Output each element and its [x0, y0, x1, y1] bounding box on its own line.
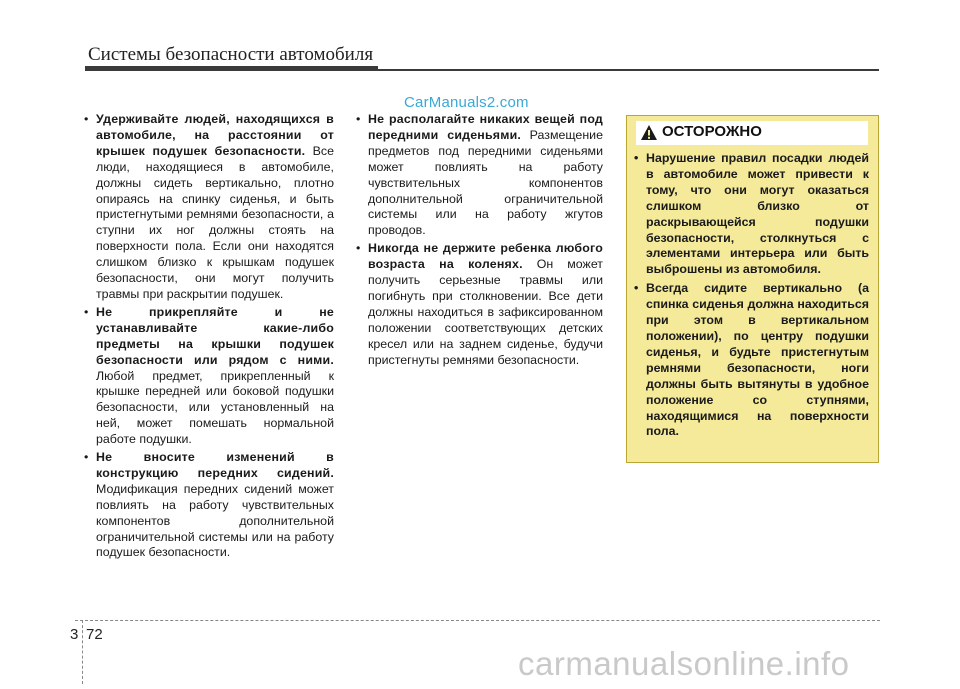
column-middle — [355, 112, 603, 371]
page-number: 72 — [86, 626, 103, 643]
bullet-body: Любой предмет, прикрепленный к крышке передней или боковой подушки безопасности, или установленный на ней, может помешать нормальной работе подушки. — [96, 368, 334, 447]
list-item — [355, 112, 603, 239]
list-item: • Нарушение правил посадки людей в автомобиле может привести к тому, что они могут оказаться слишком близко от раскрывающейся подушки безопасности, столкнуться с элементами интерьера или быть выброшены из автомобиля. — [633, 151, 869, 278]
bullet-heading: Не располагайте никаких вещей под передними сиденьями. — [368, 112, 603, 142]
bullet-heading: Удерживайте людей, находящихся в автомобиле, на расстоянии от крышек подушек безопасности. — [96, 112, 334, 158]
list-item — [83, 450, 334, 561]
footer-vertical-divider — [82, 620, 83, 684]
bullet-body: Все люди, находящиеся в автомобиле, должны сидеть вертикально, плотно опираясь на спинку сиденья, и быть пристегнутыми ремнями безопасности, а ступни их ног должны стоять на поверхности пола. Если они находятся слишком близко к крышкам подушек безопасности, они могут получить травмы при раскрытии подушек. — [96, 143, 334, 301]
bullet-heading: Не прикрепляйте и не устанавливайте какие-либо предметы на крышки подушек безопасности или рядом с ними. — [96, 304, 334, 367]
header-bar-thin — [378, 69, 879, 71]
bullet-heading: Не вносите изменений в конструкцию передних сидений. — [96, 450, 334, 480]
bullet-list-middle — [355, 112, 603, 369]
list-item — [355, 241, 603, 368]
bullet-body: Размещение предметов под передними сиденьями может повлиять на работу чувствительных компонентов дополнительной ограничительной системы или на работу жгутов проводов. — [368, 127, 603, 238]
bullet-body: Модификация передних сидений может повлиять на работу чувствительных компонентов дополнительной ограничительной системы или на работу подушек безопасности. — [96, 481, 334, 560]
header-bar-thick — [85, 66, 378, 71]
list-item — [83, 112, 334, 303]
column-left — [83, 112, 334, 563]
list-item — [83, 305, 334, 448]
caution-title: ОСТОРОЖНО — [662, 123, 762, 140]
bullet-list-left — [83, 112, 334, 561]
watermark-bottom[interactable]: carmanualsonline.info — [518, 645, 850, 682]
warning-triangle-icon — [640, 124, 658, 141]
watermark-top[interactable]: CarManuals2.com — [404, 94, 529, 111]
caution-list — [633, 151, 869, 443]
list-item: • Всегда сидите вертикально (а спинка сиденья должна находиться при этом в вертикальном положении), по центру подушки сиденья, и будьте пристегнутым ремнями безопасности, ноги должны быть вытянуты в удобное положение со ступнями, находящимися на поверхности пола. — [633, 281, 869, 440]
footer-divider — [75, 620, 880, 621]
bullet-heading: Никогда не держите ребенка любого возраста на коленях. — [368, 241, 603, 272]
bullet-body: Он может получить серьезные травмы или погибнуть при столкновении. Все дети должны находиться в зафиксированном положении соответствующих детских кресел или на заднем сиденье, будучи пристегнуты ремнями безопасности. — [368, 257, 603, 367]
page-header-title: Системы безопасности автомобиля — [88, 44, 374, 65]
chapter-number: 3 — [70, 626, 79, 643]
